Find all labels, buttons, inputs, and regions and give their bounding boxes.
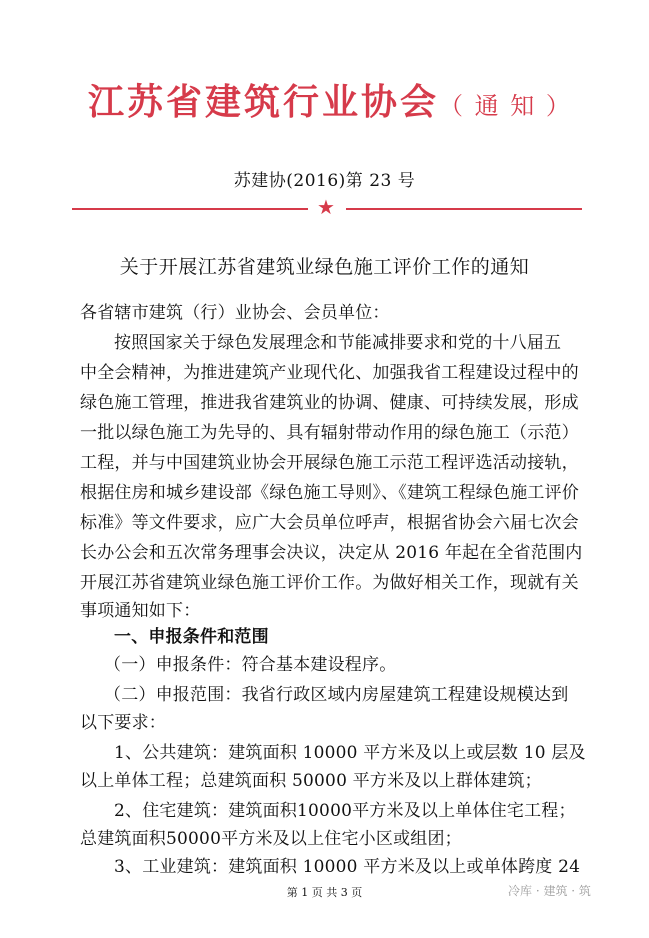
watermark: 冷库 · 建筑 · 筑 <box>508 884 591 898</box>
sub-item: 总建筑面积50000平方米及以上住宅小区或组团； <box>80 829 462 849</box>
doc-type: （ 通 知 ） <box>439 92 572 120</box>
red-divider <box>72 195 582 219</box>
page-number: 第 1 页 共 3 页 <box>286 886 363 899</box>
intro-line: 按照国家关于绿色发展理念和节能减排要求和党的十八届五 <box>114 333 562 353</box>
salutation: 各省辖市建筑（行）业协会、会员单位： <box>80 303 390 323</box>
intro-line: 一批以绿色施工为先导的、具有辐射带动作用的绿色施工（示范） <box>80 423 579 443</box>
star-icon: ★ <box>317 195 335 219</box>
intro-line: 开展江苏省建筑业绿色施工评价工作。为做好相关工作，现就有关 <box>80 573 579 593</box>
org-name: 江苏省建筑行业协会 <box>88 82 440 123</box>
section-item: 以下要求： <box>80 713 166 733</box>
section-item: （二）申报范围：我省行政区域内房屋建筑工程建设规模达到 <box>104 685 569 705</box>
divider-line-left <box>72 208 308 210</box>
intro-line: 绿色施工管理，推进我省建筑业的协调、健康、可持续发展，形成 <box>80 393 579 413</box>
intro-line: 标准》等文件要求，应广大会员单位呼声，根据省协会六届七次会 <box>80 513 579 533</box>
intro-line: 工程，并与中国建筑业协会开展绿色施工示范工程评选活动接轨， <box>80 453 579 473</box>
sub-item: 1、公共建筑：建筑面积 10000 平方米及以上或层数 10 层及 <box>114 743 586 763</box>
section-heading: 一、申报条件和范围 <box>114 627 269 647</box>
divider-line-right <box>346 208 582 210</box>
intro-line: 长办公会和五次常务理事会决议，决定从 2016 年起在全省范围内 <box>80 543 583 563</box>
section-item: （一）申报条件：符合基本建设程序。 <box>104 655 397 675</box>
sub-item: 2、住宅建筑：建筑面积10000平方米及以上单体住宅工程； <box>114 801 576 821</box>
sub-item: 以上单体工程；总建筑面积 50000 平方米及以上群体建筑； <box>80 771 542 791</box>
intro-line: 中全会精神，为推进建筑产业现代化、加强我省工程建设过程中的 <box>80 363 579 383</box>
document-number: 苏建协(2016)第 23 号 <box>233 171 416 191</box>
org-header <box>88 80 572 129</box>
intro-line: 事项通知如下： <box>80 601 201 621</box>
document-title: 关于开展江苏省建筑业绿色施工评价工作的通知 <box>119 256 530 278</box>
intro-line: 根据住房和城乡建设部《绿色施工导则》、《建筑工程绿色施工评价 <box>80 483 579 503</box>
sub-item: 3、工业建筑：建筑面积 10000 平方米及以上或单体跨度 24 <box>114 857 581 877</box>
